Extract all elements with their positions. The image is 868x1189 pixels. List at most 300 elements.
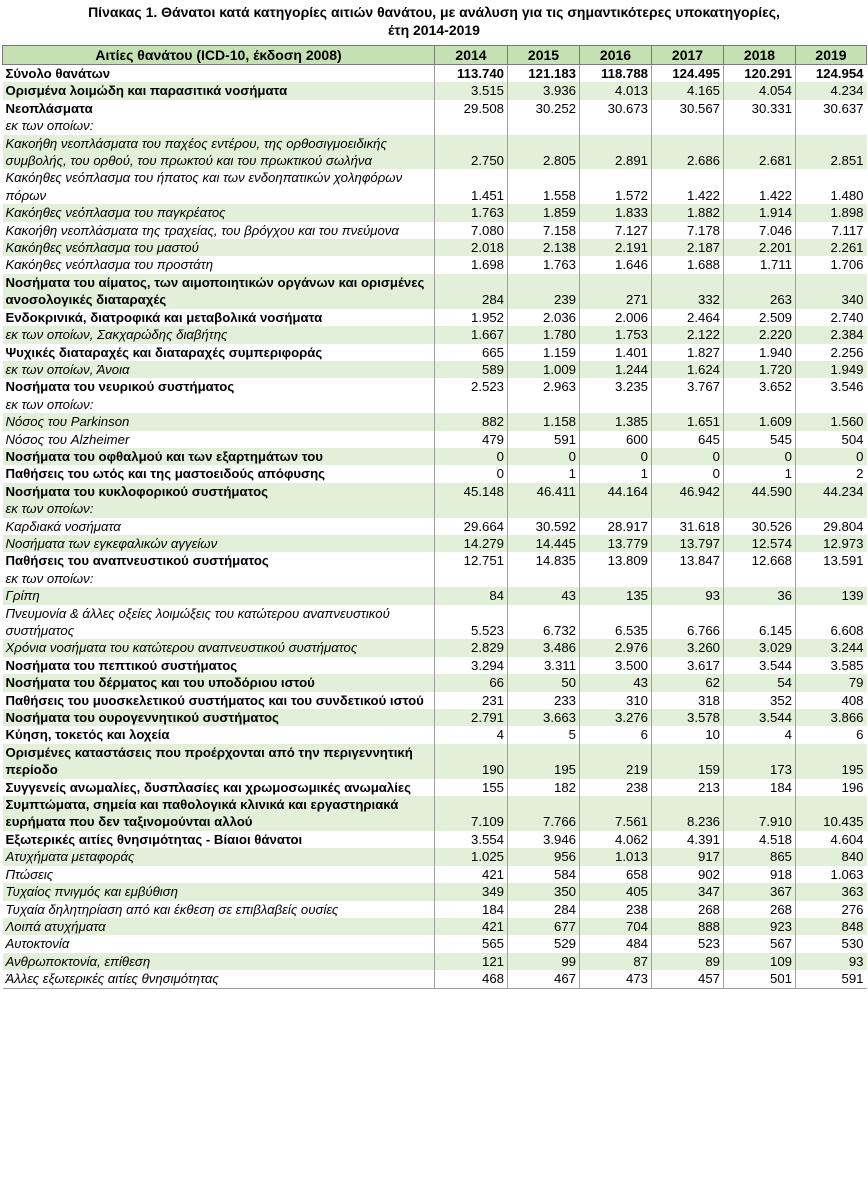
value-cell: 14.835 [508,552,580,569]
value-cell: 118.788 [580,65,652,83]
value-cell: 523 [652,935,724,952]
cause-label: Αυτοκτονία [3,935,435,952]
table-row [3,552,867,569]
value-cell: 347 [652,883,724,900]
value-cell: 99 [508,953,580,970]
value-cell: 173 [724,744,796,779]
value-cell: 882 [435,413,508,430]
value-cell: 268 [652,901,724,918]
table-row [3,657,867,674]
value-cell [435,117,508,134]
table-row [3,344,867,361]
value-cell [796,500,867,517]
cause-label: Καρδιακά νοσήματα [3,518,435,535]
value-cell: 3.029 [724,639,796,656]
value-cell: 1.572 [580,169,652,204]
value-cell: 195 [508,744,580,779]
value-cell: 46.411 [508,483,580,500]
value-cell: 1.646 [580,256,652,273]
value-cell: 2.018 [435,239,508,256]
value-cell: 239 [508,274,580,309]
table-row [3,535,867,552]
value-cell [435,570,508,587]
value-cell: 79 [796,674,867,691]
value-cell: 530 [841,936,864,952]
cause-label: Άλλες εξωτερικές αιτίες θνησιμότητας [3,970,435,988]
value-cell: 2.464 [652,309,724,326]
value-cell [652,570,724,587]
value-cell: 3.276 [580,709,652,726]
header-year: 2015 [508,46,580,65]
value-cell: 284 [508,901,580,918]
value-cell: 268 [724,901,796,918]
value-cell: 1.558 [508,169,580,204]
value-cell: 29.804 [823,518,864,534]
value-cell: 1.624 [652,361,724,378]
value-cell: 13.809 [580,552,652,569]
cause-label: Γρίπη [3,587,435,604]
value-cell: 677 [508,918,580,935]
value-cell: 28.917 [580,518,652,535]
value-cell [508,570,580,587]
value-cell: 918 [724,866,796,883]
table-row [3,709,867,726]
cause-label: εκ των οποίων, Άνοια [3,361,435,378]
value-cell: 1.940 [724,344,796,361]
value-cell: 1.720 [724,361,796,378]
cause-label: Κακοήθη νεοπλάσματα της τραχείας, του βρόγχου και του πνεύμονα [3,222,435,239]
cause-label: Κακόηθες νεόπλασμα του προστάτη [3,256,435,273]
value-cell: 2.006 [580,309,652,326]
value-cell: 704 [580,918,652,935]
table-row [3,779,867,796]
table-row [3,326,867,343]
table-row [3,918,867,935]
value-cell: 1.063 [830,866,864,882]
cause-label: Τυχαίος πνιγμός και εμβύθιση [3,883,435,900]
cause-label: Κακόηθες νεόπλασμα του παγκρέατος [3,204,435,221]
table-row [3,361,867,378]
value-cell: 12.751 [435,552,508,569]
value-cell: 93 [796,953,867,970]
value-cell: 44.234 [796,483,867,500]
value-cell: 2.740 [830,309,864,325]
value-cell: 1.698 [435,256,508,273]
cause-label: εκ των οποίων: [3,117,435,134]
value-cell [580,570,652,587]
value-cell: 1.401 [580,344,652,361]
cause-label: Κακόηθες νεόπλασμα του μαστού [3,239,435,256]
value-cell: 405 [580,883,652,900]
cause-label: Συμπτώματα, σημεία και παθολογικά κλινικά και εργαστηριακά ευρήματα που δεν ταξινομούνται αλλού [3,796,435,831]
header-year: 2019 [796,46,867,65]
value-cell: 2.750 [435,135,508,170]
value-cell: 1.560 [796,413,867,430]
value-cell: 848 [796,918,867,935]
value-cell: 121.183 [508,65,580,83]
value-cell: 2.261 [796,239,867,256]
table-row [3,796,867,831]
value-cell: 4.062 [580,831,652,848]
value-cell: 5 [508,726,580,743]
value-cell: 350 [508,883,580,900]
value-cell: 1.025 [435,848,508,865]
value-cell: 421 [435,866,508,883]
value-cell: 2.256 [830,344,864,360]
value-cell: 3.546 [830,379,864,395]
value-cell: 7.127 [580,222,652,239]
table-row [3,117,867,134]
value-cell: 1.609 [724,413,796,430]
cause-label: Νοσήματα του δέρματος και του υποδόριου ιστού [3,674,435,691]
value-cell: 30.637 [823,100,864,116]
value-cell: 467 [508,970,580,988]
cause-label: εκ των οποίων: [3,500,435,517]
table-row [3,744,867,779]
value-cell: 2.191 [580,239,652,256]
value-cell: 367 [724,883,796,900]
value-cell: 30.252 [508,100,580,117]
value-cell [435,396,508,413]
table-row [3,692,867,709]
cause-label: Κύηση, τοκετός και λοχεία [3,726,435,743]
value-cell: 2.220 [724,326,796,343]
value-cell: 219 [580,744,652,779]
value-cell: 182 [508,779,580,796]
table-row [3,901,867,918]
value-cell [580,500,652,517]
value-cell: 956 [508,848,580,865]
value-cell: 7.158 [508,222,580,239]
value-cell: 1.159 [508,344,580,361]
value-cell: 30.592 [508,518,580,535]
value-cell: 2.523 [435,378,508,395]
cause-label: Πτώσεις [3,866,435,883]
value-cell: 213 [652,779,724,796]
cause-label: Ορισμένα λοιμώδη και παρασιτικά νοσήματα [3,82,435,99]
cause-label: Νεοπλάσματα [3,100,435,117]
table-row [3,396,867,413]
table-row [3,222,867,239]
value-cell [796,396,867,413]
cause-label: Ορισμένες καταστάσεις που προέρχονται από την περιγεννητική περίοδο [3,744,435,779]
value-cell: 1.753 [580,326,652,343]
table-row [3,65,867,83]
table-row [3,256,867,273]
value-cell: 0 [652,465,724,482]
cause-label: Παθήσεις του αναπνευστικού συστήματος [3,552,435,569]
value-cell: 231 [435,692,508,709]
cause-label: Νοσήματα του ουρογεννητικού συστήματος [3,709,435,726]
cause-label: Εξωτερικές αιτίες θνησιμότητας - Βίαιοι θάνατοι [3,831,435,848]
deaths-by-cause-table [2,45,867,989]
value-cell: 263 [724,274,796,309]
value-cell: 1.706 [830,257,864,273]
value-cell: 310 [580,692,652,709]
value-cell: 332 [652,274,724,309]
value-cell: 584 [508,866,580,883]
value-cell [724,396,796,413]
cause-label: Ανθρωποκτονία, επίθεση [3,953,435,970]
value-cell: 43 [580,674,652,691]
value-cell: 7.561 [580,796,652,831]
value-cell: 421 [435,918,508,935]
value-cell: 1.859 [508,204,580,221]
cause-label: Νόσος του Parkinson [3,413,435,430]
value-cell: 457 [652,970,724,988]
cause-label: Ψυχικές διαταραχές και διαταραχές συμπεριφοράς [3,344,435,361]
cause-label: Κακόηθες νεόπλασμα του ήπατος και των ενδοηπατικών χοληφόρων πόρων [3,169,435,204]
value-cell: 0 [580,448,652,465]
value-cell: 12.668 [724,552,796,569]
value-cell: 29.508 [435,100,508,117]
value-cell: 8.236 [652,796,724,831]
value-cell: 3.866 [796,709,867,726]
table-row [3,378,867,395]
value-cell: 124.495 [652,65,724,83]
cause-label: Ατυχήματα μεταφοράς [3,848,435,865]
cause-label: Τυχαία δηλητηρίαση από και έκθεση σε επιβλαβείς ουσίες [3,901,435,918]
value-cell: 45.148 [435,483,508,500]
header-year: 2018 [724,46,796,65]
value-cell: 600 [580,431,652,448]
value-cell: 124.954 [815,66,864,81]
value-cell: 1.158 [508,413,580,430]
value-cell: 3.544 [724,709,796,726]
value-cell: 54 [724,674,796,691]
value-cell: 865 [724,848,796,865]
value-cell [652,500,724,517]
header-year: 2014 [435,46,508,65]
value-cell: 10.435 [796,796,867,831]
value-cell: 0 [435,465,508,482]
table-row [3,135,867,170]
value-cell: 1.763 [435,204,508,221]
value-cell: 271 [580,274,652,309]
value-cell: 3.311 [508,657,580,674]
value-cell: 529 [508,935,580,952]
value-cell: 1.711 [724,256,796,273]
value-cell: 4.518 [724,831,796,848]
value-cell: 30.673 [580,100,652,117]
caption-line-2: έτη 2014-2019 [388,22,480,38]
table-row [3,935,867,952]
value-cell: 7.046 [724,222,796,239]
value-cell: 3.578 [652,709,724,726]
value-cell: 89 [652,953,724,970]
value-cell: 1 [580,465,652,482]
value-cell [652,396,724,413]
table-row [3,274,867,309]
value-cell: 195 [796,744,867,779]
value-cell: 4 [724,726,796,743]
value-cell [796,117,867,134]
value-cell: 46.942 [652,483,724,500]
value-cell: 7.109 [435,796,508,831]
value-cell: 113.740 [435,65,508,83]
value-cell: 484 [580,935,652,952]
value-cell [508,396,580,413]
value-cell: 190 [435,744,508,779]
value-cell: 13.591 [823,553,864,569]
value-cell: 363 [796,883,867,900]
value-cell: 888 [652,918,724,935]
value-cell: 184 [435,901,508,918]
table-row [3,970,867,988]
cause-label: Νοσήματα του πεπτικού συστήματος [3,657,435,674]
value-cell: 1.651 [652,413,724,430]
value-cell: 233 [508,692,580,709]
value-cell: 7.080 [435,222,508,239]
cause-label: Ενδοκρινικά, διατροφικά και μεταβολικά νοσήματα [3,309,435,326]
header-cause: Αιτίες θανάτου (ICD-10, έκδοση 2008) [3,46,435,65]
cause-label: Νόσος του Alzheimer [3,431,435,448]
cause-label: Συγγενείς ανωμαλίες, δυσπλασίες και χρωμοσωμικές ανωμαλίες [3,779,435,796]
value-cell: 408 [841,692,864,708]
value-cell: 6.608 [830,623,864,638]
value-cell: 0 [652,448,724,465]
value-cell: 840 [796,848,867,865]
value-cell: 7.178 [652,222,724,239]
header-year: 2016 [580,46,652,65]
value-cell: 10 [652,726,724,743]
table-row [3,465,867,482]
value-cell: 4.391 [652,831,724,848]
value-cell: 3.486 [508,639,580,656]
value-cell: 13.779 [580,535,652,552]
value-cell: 14.279 [435,535,508,552]
header-year: 2017 [652,46,724,65]
table-row [3,483,867,500]
value-cell: 29.664 [435,518,508,535]
value-cell: 2.138 [508,239,580,256]
value-cell: 3.767 [652,378,724,395]
value-cell: 6.766 [652,605,724,640]
table-row [3,674,867,691]
value-cell: 1.949 [796,361,867,378]
value-cell: 4.013 [580,82,652,99]
value-cell: 184 [724,779,796,796]
value-cell: 1.763 [508,256,580,273]
value-cell: 2 [856,466,864,482]
value-cell: 349 [435,883,508,900]
value-cell: 318 [652,692,724,709]
value-cell: 276 [841,901,864,917]
value-cell [724,500,796,517]
value-cell: 352 [724,692,796,709]
value-cell: 6 [580,726,652,743]
value-cell: 479 [435,431,508,448]
value-cell: 6 [856,727,864,743]
value-cell: 3.515 [435,82,508,99]
value-cell: 3.663 [508,709,580,726]
value-cell: 1.013 [580,848,652,865]
cause-label: Κακοήθη νεοπλάσματα του παχέος εντέρου, της ορθοσιγμοειδικής συμβολής, του ορθού, του πρωκτού και του πρωκτικού σωλήνα [3,135,435,170]
table-row [3,309,867,326]
value-cell: 3.936 [508,82,580,99]
value-cell: 645 [652,431,724,448]
value-cell: 155 [435,779,508,796]
value-cell: 340 [796,274,867,309]
value-cell: 3.294 [435,657,508,674]
value-cell: 3.260 [652,639,724,656]
value-cell [652,117,724,134]
value-cell: 31.618 [652,518,724,535]
table-row [3,848,867,865]
value-cell: 14.445 [508,535,580,552]
table-row [3,448,867,465]
value-cell: 2.122 [652,326,724,343]
table-row [3,866,867,883]
value-cell: 30.331 [724,100,796,117]
value-cell: 2.036 [508,309,580,326]
value-cell: 3.652 [724,378,796,395]
cause-label: Νοσήματα των εγκεφαλικών αγγείων [3,535,435,552]
table-row [3,883,867,900]
value-cell: 1.480 [830,187,864,203]
value-cell [508,500,580,517]
value-cell: 1 [724,465,796,482]
value-cell: 591 [796,970,867,988]
value-cell: 1.667 [435,326,508,343]
value-cell: 159 [652,744,724,779]
value-cell: 1.914 [724,204,796,221]
value-cell: 12.574 [724,535,796,552]
value-cell: 1.422 [652,169,724,204]
value-cell: 1.898 [796,204,867,221]
value-cell: 589 [435,361,508,378]
value-cell: 591 [508,431,580,448]
value-cell: 545 [724,431,796,448]
value-cell: 1.244 [580,361,652,378]
value-cell: 2.791 [435,709,508,726]
value-cell: 2.509 [724,309,796,326]
value-cell: 3.235 [580,378,652,395]
value-cell: 30.526 [724,518,796,535]
table-row [3,726,867,743]
value-cell [508,117,580,134]
value-cell: 4.054 [724,82,796,99]
value-cell: 567 [724,935,796,952]
value-cell: 44.590 [724,483,796,500]
cause-label: Νοσήματα του οφθαλμού και των εξαρτημάτων του [3,448,435,465]
value-cell: 1.882 [652,204,724,221]
value-cell: 1.009 [508,361,580,378]
cause-label: Νοσήματα του νευρικού συστήματος [3,378,435,395]
value-cell: 7.910 [724,796,796,831]
cause-label: εκ των οποίων, Σακχαρώδης διαβήτης [3,326,435,343]
cause-label: Χρόνια νοσήματα του κατώτερου αναπνευστικού συστήματος [3,639,435,656]
value-cell: 139 [796,587,867,604]
value-cell: 1.780 [508,326,580,343]
value-cell: 120.291 [724,65,796,83]
value-cell: 1.385 [580,413,652,430]
value-cell: 62 [652,674,724,691]
value-cell: 1.952 [435,309,508,326]
value-cell: 7.766 [508,796,580,831]
value-cell: 665 [435,344,508,361]
value-cell: 1 [508,465,580,482]
value-cell: 6.732 [508,605,580,640]
table-row [3,413,867,430]
value-cell: 135 [580,587,652,604]
value-cell: 2.805 [508,135,580,170]
value-cell: 13.797 [652,535,724,552]
value-cell: 565 [435,935,508,952]
value-cell: 658 [580,866,652,883]
value-cell: 43 [508,587,580,604]
table-row [3,570,867,587]
